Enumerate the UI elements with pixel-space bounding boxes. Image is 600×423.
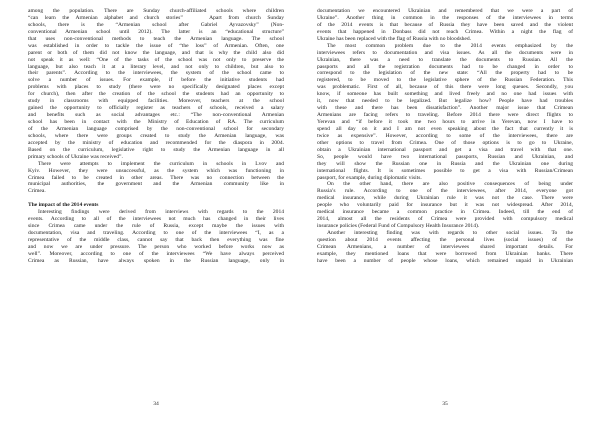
text-line: was established in order to tackle the issue of “the loss” of Armenian. Often, one [28,42,284,49]
text-line [28,195,284,202]
text-line: of the Armenian language comprised by the non-conventional school for secondary [28,125,284,132]
text-line: Crimea. [28,188,46,195]
text-line: conventional Armenian school until 2012). The latter is an “educational structure” [28,28,284,35]
text-line: school has been in contact with the Ministry of Education of RA. The curriculum [28,119,284,125]
text-line: interviewees refers to documentation and visa issues. As all the documents were in [317,49,573,56]
text-line: their parents”. According to the interviewees, the system of the school came to [28,70,284,77]
text-line: have been a number of people whose loans, which remained unpaid in Ukrainian [317,257,573,264]
text-line: spend all day on it and I am not even speaking about the fact that currently it is [317,125,573,132]
text-line: they will show the Russian one in Russia and the Ukrainian one during [317,160,573,167]
text-line: it, now that needed to be legalized. But legalize how? People have had troubles [317,98,573,105]
text-line: documentation we encountered Ukrainian and remembered that we were a part of [317,8,573,14]
text-line: accepted by the ministry of education and recommended for the diaspora in 2004. [28,139,284,146]
text-line: passport, for example, during diplomatic visits. [317,174,422,181]
text-line: other options to travel from Crimea. One of those options is to go to Ukraine, [317,139,573,146]
left-page-number: 34 [153,401,159,408]
text-line: gained the opportunity to officially register as teachers of schools, received a salary [28,105,284,112]
text-line: 2014, almost all the residents of Crimea were provided with compulsory medical [317,216,573,223]
text-line: correspond to the legislation of the new state: “All the property had to be [317,70,573,77]
text-line: international flights. It is sometimes possible to get a visa with Russian/Crimean [317,167,573,174]
text-line: question about 2014 events affecting the personal lives (social issues) of the [317,236,573,243]
text-line: So, people would have two international passports, Russian and Ukrainian, and [317,153,573,160]
text-line: events. According to all of the interviewees not much has changed in their lives [28,216,284,223]
text-line: know, if someone has built something and lived freely and no one had issues with [317,91,573,98]
right-page-text [317,8,573,265]
text-line: insurance policies (Federal Fund of Compulsory Health Insurance 2014). [317,223,480,230]
text-line: not speak it as well: “One of the tasks of the school was not only to preserve the [28,56,284,63]
text-line: obtain a Ukrainian international passport and get a visa and travel with that one. [317,146,573,153]
text-line: that uses non-conventional methods to teach the Armenian language. The school [28,35,284,42]
left-page [28,8,284,408]
text-line: municipal authorities, the government and the Armenian community like in [28,181,284,188]
text-line: solve a number of issues. For example, if before the initiative students had [28,77,284,84]
text-line: passports and all the registration documents had to be changed in order to [317,63,573,70]
text-line: Yerevan and “if before it took me two hours to arrive in Yerevan, now I have to [317,119,573,125]
text-line: On the other hand, there are also positive consequences of being under [327,181,573,188]
text-line: Armenians are facing refers to traveling. Before 2014 there were direct flights to [317,112,573,119]
text-line: schools, there is the “Armenian school after Gabriel Ayvazovsky” (Non- [28,21,284,28]
text-line: with these and there has been dissatisfaction”. Another major issue that Crimean [317,105,573,112]
text-line: Another interesting finding was with regards to other social issues. To the [327,230,573,236]
right-page-number: 35 [442,401,448,408]
text-line: was problematic. First of all, because of this there were long queues. Secondly, you [317,84,573,91]
text-line: for church), then after the creation of the school the students had an opportunity to [28,91,284,98]
text-line: events that happened in Donbass did not reach Crimea. Within a night the flag of [317,28,573,35]
text-line: medical insurance became a common practice in Crimea. Indeed, till the end of [317,209,573,216]
text-line: Crimean Armenians, a number of interviewees shared important details. For [317,243,573,250]
text-line: Interesting findings were derived from interviews with regards to the 2014 [38,209,284,216]
text-line: since Crimea came under the rule of Russia, except maybe the issues with [28,223,284,230]
right-page [317,8,573,408]
text-line: language, but also teach it at a literary level, and not only to children, but also to [28,63,284,70]
text-line: Ukrainian, there was a need to translate the documents to Russian. All the [317,56,573,63]
text-line: study in classrooms with equipped facilities. Moreover, teachers at the school [28,98,284,105]
text-line: and benefits such as social advantages etc.: “The non-conventional Armenian [28,112,284,119]
text-line: Based on the curriculum, legislative right to study the Armenian language in all [28,146,284,153]
text-line: Kyiv. However, they were unsuccessful, as the system which was functioning in [28,167,284,174]
text-line: The most common problem due to the 2014 events emphasized by the [327,42,573,49]
text-line: There were attempts to implement the curriculum in schools in Lvov and [38,160,284,167]
text-line: representative of the middle class, cannot say that back then everything was fine [28,236,284,243]
text-line: and now we are under pressure. The person who worked before works now as [28,243,284,250]
text-line: example, they mentioned loans that were borrowed from Ukrainian banks. There [317,250,573,257]
text-line: well”. Moreover, according to one of the interviewees “We have always perceived [28,250,284,257]
text-line: primary schools of Ukraine was received”. [28,153,123,160]
text-line: people who voluntarily paid for insurance but it was not widespread. After 2014, [317,202,573,209]
text-line: Ukraine has been replaced with the flag of Russia with no bloodshed. [317,35,472,42]
text-line: Crimea failed to be created in other areas. There was no connection between the [28,174,284,181]
text-line: schools, where there were groups created to study the Armenian language, was [28,132,284,139]
text-line: registered, to be moved to the legislative sphere of the Russian Federation. This [317,77,573,84]
text-line: Crimea as Russian, have always spoken in the Russian language, only in [28,257,284,264]
text-line: of the 2014 events is that because of Russia they have been saved and the violent [317,21,573,28]
text-line: medical insurance, while during Ukrainian rule it was not the case. There were [317,195,573,202]
section-heading: The impact of the 2014 events [28,202,99,209]
text-line: Russia’s rule. According to one of the interviewees, after 2014, everyone got [317,188,573,195]
text-line: “can learn the Armenian alphabet and church stories” Apart from church Sunday [28,14,284,21]
text-line: among the population. There are Sunday church-affiliated schools where children [28,8,284,14]
text-line: documentation, visa and traveling. According to one of the interviewees “I, as a [28,230,284,236]
text-line: problems with places to study (there were no specifically designated places except [28,84,284,91]
text-line: Ukraine”. Another thing in common in the responses of the interviewees in terms [317,14,573,21]
text-line: twice as expensive”. However, according to some of the interviewees, there are [317,132,573,139]
text-line: parent or both of them did not know the language, and that is why the child also did [28,49,284,56]
left-page-text [28,8,284,265]
